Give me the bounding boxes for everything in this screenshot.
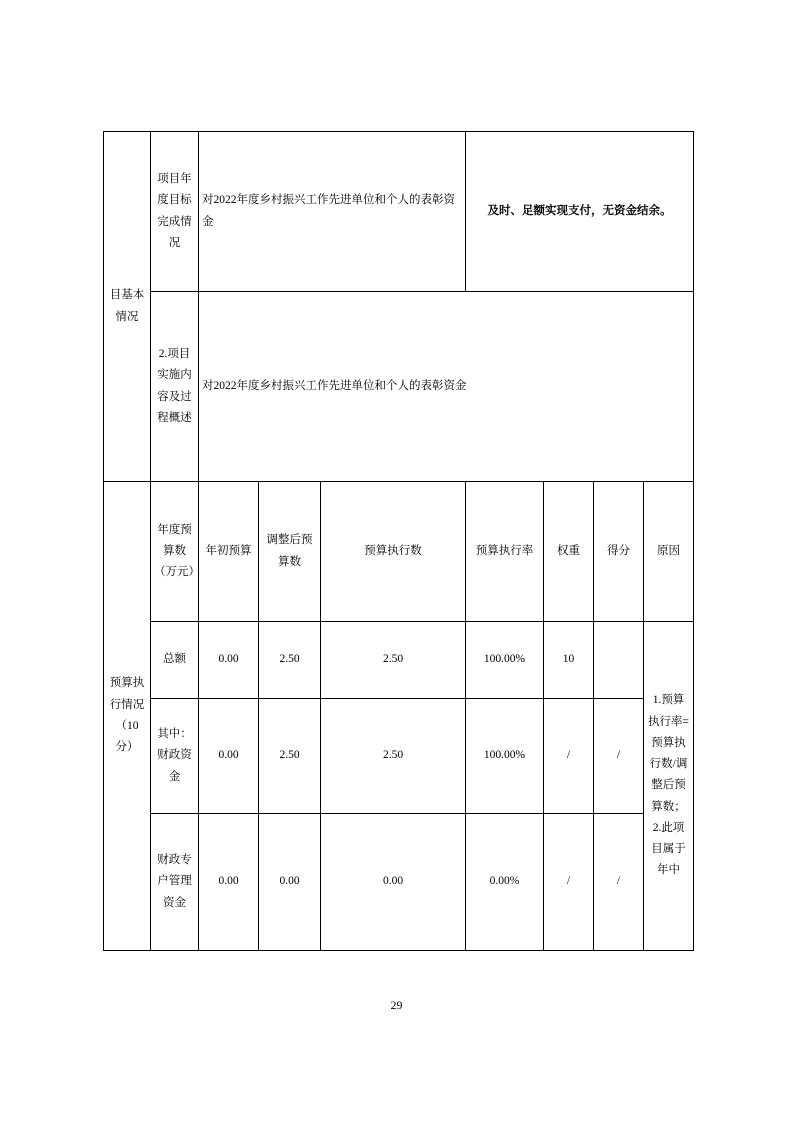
cell-begin-budget-total: 0.00	[199, 622, 259, 699]
table-row	[104, 132, 694, 292]
item2-label: 2.项目实施内容及过程概述	[151, 292, 199, 482]
header-reason: 原因	[644, 482, 694, 622]
cell-begin-budget-special: 0.00	[199, 814, 259, 951]
cell-score-total	[594, 622, 644, 699]
cell-executed-total: 2.50	[321, 622, 466, 699]
header-weight: 权重	[544, 482, 594, 622]
section-budget-label: 预算执行情况（10分）	[104, 482, 151, 951]
table-row	[104, 622, 694, 699]
cell-execution-rate-special: 0.00%	[466, 814, 544, 951]
row-label-total: 总额	[151, 622, 199, 699]
item1-content: 对2022年度乡村振兴工作先进单位和个人的表彰资金	[199, 132, 466, 292]
table-header-row	[104, 482, 694, 622]
header-begin-budget: 年初预算	[199, 482, 259, 622]
cell-execution-rate-fiscal: 100.00%	[466, 699, 544, 814]
item1-label: 项目年度目标完成情况	[151, 132, 199, 292]
cell-begin-budget-fiscal: 0.00	[199, 699, 259, 814]
table-row	[104, 699, 694, 814]
cell-adjusted-budget-special: 0.00	[259, 814, 321, 951]
cell-executed-fiscal: 2.50	[321, 699, 466, 814]
cell-weight-total: 10	[544, 622, 594, 699]
item2-content: 对2022年度乡村振兴工作先进单位和个人的表彰资金	[199, 292, 694, 482]
page-number: 29	[390, 998, 403, 1012]
cell-reason-text: 1.预算执行率=预算执行数/调整后预算数；2.此项目属于年中	[644, 622, 694, 951]
performance-evaluation-table	[103, 131, 693, 951]
section-basic-label: 目基本情况	[104, 132, 151, 482]
cell-executed-special: 0.00	[321, 814, 466, 951]
item1-result: 及时、足额实现支付，无资金结余。	[466, 132, 694, 292]
cell-execution-rate-total: 100.00%	[466, 622, 544, 699]
cell-adjusted-budget-fiscal: 2.50	[259, 699, 321, 814]
header-score: 得分	[594, 482, 644, 622]
row-label-special-account: 财政专户管理资金	[151, 814, 199, 951]
header-adjusted-budget: 调整后预算数	[259, 482, 321, 622]
header-execution-rate: 预算执行率	[466, 482, 544, 622]
header-executed: 预算执行数	[321, 482, 466, 622]
cell-adjusted-budget-total: 2.50	[259, 622, 321, 699]
table-row	[104, 814, 694, 951]
cell-score-fiscal: /	[594, 699, 644, 814]
cell-weight-special: /	[544, 814, 594, 951]
cell-weight-fiscal: /	[544, 699, 594, 814]
cell-score-special: /	[594, 814, 644, 951]
row-label-fiscal: 其中：财政资金	[151, 699, 199, 814]
header-year-budget: 年度预算数（万元）	[151, 482, 199, 622]
table-row	[104, 292, 694, 482]
main-table	[103, 131, 694, 951]
